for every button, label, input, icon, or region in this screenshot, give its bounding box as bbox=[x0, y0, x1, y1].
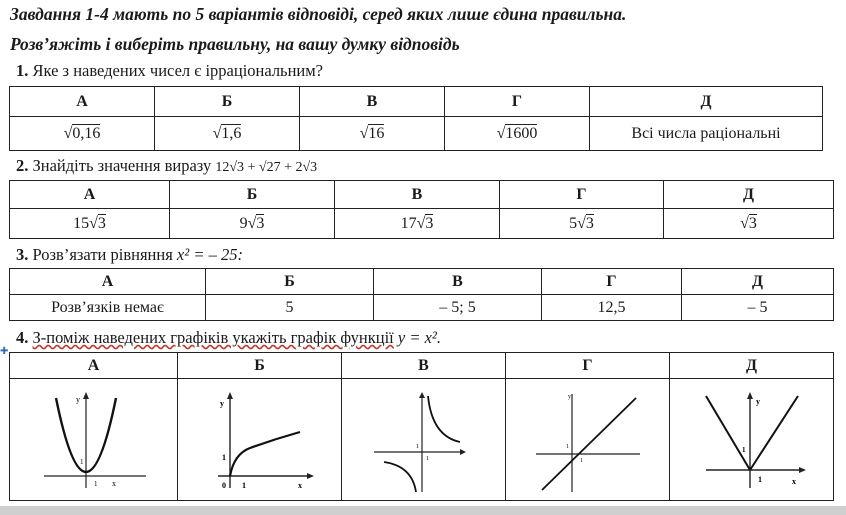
question-2-expression: 12√3 + √27 + 2√3 bbox=[215, 160, 318, 175]
question-2-number: 2. bbox=[16, 156, 29, 175]
svg-text:x: x bbox=[791, 476, 796, 486]
question-4-table bbox=[9, 352, 834, 501]
q3-answer-g: 12,5 bbox=[542, 295, 682, 321]
q4-letter-b: Б bbox=[178, 353, 342, 379]
q4-graph-d bbox=[670, 379, 834, 501]
absolute-value-graph bbox=[692, 384, 812, 496]
svg-text:1: 1 bbox=[241, 480, 246, 490]
q3-letter-v: В bbox=[374, 269, 542, 295]
q4-graph-b bbox=[178, 379, 342, 501]
sqrt-graph bbox=[200, 384, 320, 496]
question-4 bbox=[16, 328, 441, 348]
svg-text:y: y bbox=[755, 396, 760, 406]
question-3-table bbox=[9, 268, 834, 321]
svg-text:1: 1 bbox=[579, 457, 583, 464]
svg-text:x: x bbox=[297, 480, 302, 490]
instructions-line-1: Завдання 1-4 мають по 5 варіантів відповіді, серед яких лише єдина правильна. bbox=[10, 4, 627, 24]
q4-letter-d: Д bbox=[670, 353, 834, 379]
q3-letter-a: А bbox=[10, 269, 206, 295]
linear-graph bbox=[528, 384, 648, 496]
svg-text:1: 1 bbox=[757, 474, 762, 484]
q2-answer-g: 5√3 bbox=[500, 209, 664, 239]
svg-text:y: y bbox=[219, 398, 224, 408]
q4-graph-g bbox=[506, 379, 670, 501]
q2-letter-g: Г bbox=[500, 181, 664, 209]
q1-letter-a: А bbox=[10, 87, 155, 117]
question-2-text: Знайдіть значення виразу bbox=[32, 156, 212, 175]
svg-text:1: 1 bbox=[741, 445, 745, 454]
q1-answer-g: √1600 bbox=[445, 117, 590, 151]
q4-graph-a bbox=[10, 379, 178, 501]
q4-letter-g: Г bbox=[506, 353, 670, 379]
svg-text:1: 1 bbox=[425, 455, 429, 462]
q1-letter-g: Г bbox=[445, 87, 590, 117]
q1-answer-a: √0,16 bbox=[10, 117, 155, 151]
question-1 bbox=[16, 61, 323, 81]
question-1-table bbox=[9, 86, 823, 151]
question-1-text: Яке з наведених чисел є ірраціональним? bbox=[32, 61, 324, 80]
q3-answer-a: Розв’язків немає bbox=[10, 295, 206, 321]
q2-answer-v: 17√3 bbox=[335, 209, 500, 239]
question-4-text: З-поміж наведених графіків укажіть графік функції bbox=[32, 328, 394, 347]
question-2-table bbox=[9, 180, 834, 239]
question-3 bbox=[16, 245, 243, 265]
instructions-line-2: Розв’яжіть і виберіть правильну, на вашу думку відповідь bbox=[10, 34, 460, 54]
q2-answer-b: 9√3 bbox=[170, 209, 335, 239]
parabola-graph bbox=[34, 384, 154, 496]
hyperbola-graph bbox=[364, 384, 484, 496]
question-2 bbox=[16, 156, 317, 176]
q1-letter-d: Д bbox=[590, 87, 823, 117]
edit-marker-icon: ✚ bbox=[0, 346, 9, 357]
q1-letter-b: Б bbox=[155, 87, 300, 117]
svg-text:y: y bbox=[567, 393, 571, 400]
svg-text:x: x bbox=[111, 478, 116, 488]
svg-text:1: 1 bbox=[221, 452, 226, 462]
q2-letter-d: Д bbox=[664, 181, 834, 209]
question-4-number: 4. bbox=[16, 328, 29, 347]
q4-letter-v: В bbox=[342, 353, 506, 379]
q2-answer-d: √3 bbox=[664, 209, 834, 239]
q3-answer-b: 5 bbox=[206, 295, 374, 321]
question-1-number: 1. bbox=[16, 61, 29, 80]
q4-graph-v bbox=[342, 379, 506, 501]
svg-text:y: y bbox=[75, 394, 80, 404]
svg-text:1: 1 bbox=[93, 479, 97, 488]
q1-letter-v: В bbox=[300, 87, 445, 117]
q1-answer-d: Всі числа раціональні bbox=[590, 117, 823, 151]
question-3-equation: x² = – 25: bbox=[176, 245, 243, 264]
question-3-number: 3. bbox=[16, 245, 29, 264]
q1-answer-b: √1,6 bbox=[155, 117, 300, 151]
q2-letter-b: Б bbox=[170, 181, 335, 209]
q3-answer-d: – 5 bbox=[682, 295, 834, 321]
q3-answer-v: – 5; 5 bbox=[374, 295, 542, 321]
q3-letter-d: Д bbox=[682, 269, 834, 295]
q2-answer-a: 15√3 bbox=[10, 209, 170, 239]
svg-text:1: 1 bbox=[565, 443, 569, 450]
q2-letter-a: А bbox=[10, 181, 170, 209]
svg-text:1: 1 bbox=[415, 443, 419, 450]
q3-letter-b: Б bbox=[206, 269, 374, 295]
q3-letter-g: Г bbox=[542, 269, 682, 295]
question-4-function: y = x². bbox=[397, 328, 441, 347]
question-3-text: Розв’язати рівняння bbox=[32, 245, 173, 264]
q2-letter-v: В bbox=[335, 181, 500, 209]
svg-text:0: 0 bbox=[221, 480, 226, 490]
svg-text:1: 1 bbox=[79, 457, 83, 466]
bottom-scroll-strip bbox=[0, 506, 846, 515]
q4-letter-a: А bbox=[10, 353, 178, 379]
q1-answer-v: √16 bbox=[300, 117, 445, 151]
